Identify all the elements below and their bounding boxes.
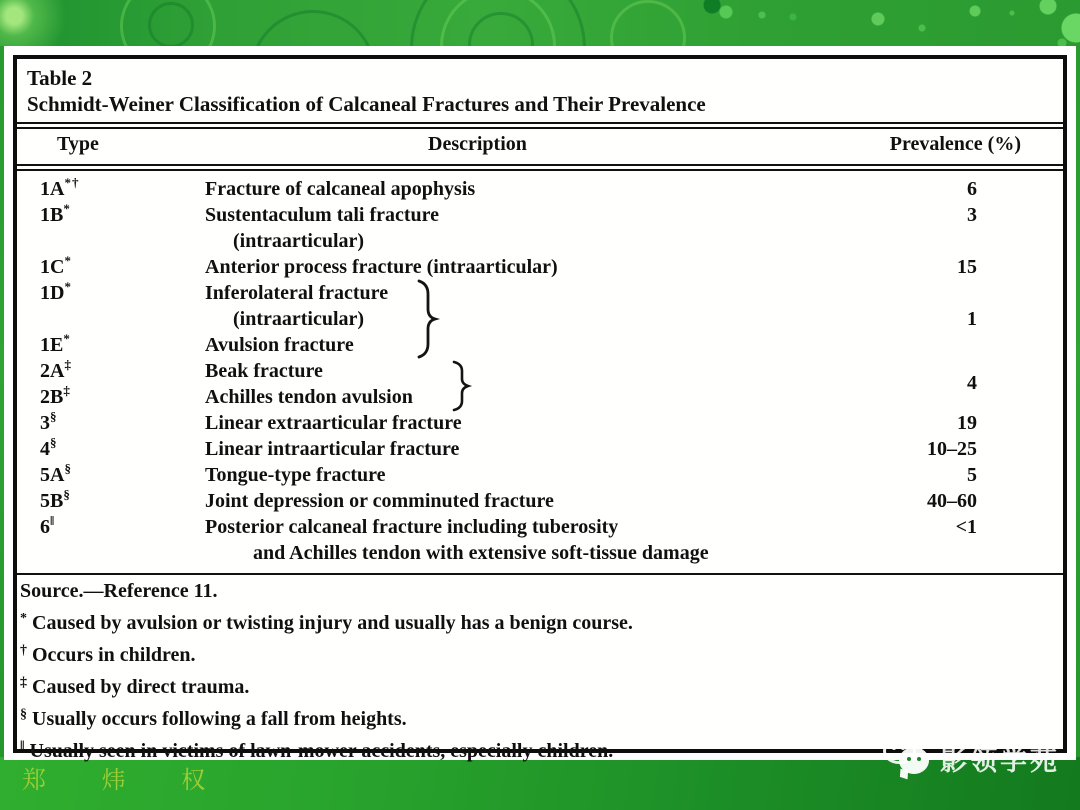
table-row-continuation — [17, 540, 1063, 566]
type-footnote-marks: § — [64, 461, 72, 476]
double-rule — [17, 164, 1063, 171]
prevalence-value: 3 — [967, 204, 977, 226]
type-code: 2A — [40, 360, 65, 382]
table-header-row — [17, 129, 1063, 159]
watermark — [882, 734, 1060, 782]
table-title: Schmidt-Weiner Classification of Calcaneal Fractures and Their Prevalence — [27, 92, 706, 116]
wechat-icon — [882, 734, 932, 782]
type-code: 5A — [40, 464, 65, 486]
footnote-text: Usually seen in victims of lawn-mower accidents, especially children. — [29, 740, 614, 762]
swirl-decoration — [610, 0, 686, 46]
description-text: Tongue-type fracture — [205, 464, 386, 486]
prevalence-value: 4 — [967, 372, 977, 394]
table-label: Table 2 — [27, 66, 93, 90]
table-row — [17, 514, 1063, 540]
footnote-mark: ‡ — [20, 675, 27, 690]
description-text: Linear intraarticular fracture — [205, 438, 460, 460]
footnote-mark: § — [20, 707, 27, 722]
footnote-text: Occurs in children. — [32, 644, 196, 666]
type-footnote-marks: ‖ — [50, 513, 56, 528]
footnote-text: Caused by avulsion or twisting injury and usually has a benign course. — [32, 612, 633, 634]
type-footnote-marks: ‡ — [64, 357, 72, 372]
table-row-continuation — [17, 228, 1063, 254]
table-row — [17, 202, 1063, 228]
table-row — [17, 332, 1063, 358]
table-panel — [4, 46, 1076, 760]
type-footnote-marks: * — [63, 331, 71, 346]
type-code: 1B — [40, 204, 64, 226]
description-text: (intraarticular) — [233, 230, 365, 252]
description-text: Posterior calcaneal fracture including tuberosity — [205, 516, 619, 538]
description-text: Sustentaculum tali fracture — [205, 204, 440, 226]
swirl-decoration — [148, 2, 194, 46]
prevalence-value: 5 — [967, 464, 977, 486]
type-code: 2B — [40, 386, 64, 408]
table-row — [17, 176, 1063, 202]
row-group-brace-1d-1e — [415, 279, 441, 359]
footnote — [20, 701, 1063, 733]
type-code: 1C — [40, 256, 65, 278]
type-code: 5B — [40, 490, 64, 512]
column-header-prevalence: Prevalence (%) — [889, 132, 1021, 155]
table-row — [17, 254, 1063, 280]
type-footnote-marks: § — [50, 435, 58, 450]
type-code: 6 — [40, 516, 50, 538]
table-body — [17, 176, 1063, 566]
footnote — [20, 637, 1063, 669]
description-text: Beak fracture — [205, 360, 323, 382]
footnote-mark: * — [20, 611, 27, 626]
type-footnote-marks: § — [50, 409, 58, 424]
footnote-text: Caused by direct trauma. — [32, 676, 250, 698]
type-code: 1E — [40, 334, 64, 356]
table-row — [17, 436, 1063, 462]
description-text: Inferolateral fracture — [205, 282, 389, 304]
description-text: Linear extraarticular fracture — [205, 412, 462, 434]
table-row — [17, 372, 1063, 410]
table-row — [17, 488, 1063, 514]
type-code: 3 — [40, 412, 50, 434]
description-text: Avulsion fracture — [205, 334, 354, 356]
watermark-text: 影领学苑 — [940, 745, 1060, 777]
prevalence-value: 1 — [967, 308, 977, 330]
top-decoration — [0, 0, 1080, 46]
prevalence-value: 15 — [957, 256, 977, 278]
swirl-decoration — [250, 10, 376, 46]
single-rule — [17, 573, 1063, 575]
prevalence-value: <1 — [955, 516, 977, 538]
description-text: Fracture of calcaneal apophysis — [205, 178, 476, 200]
author-signature: 郑 炜 权 — [22, 766, 230, 794]
description-text: (intraarticular) — [233, 308, 365, 330]
column-header-type: Type — [57, 132, 99, 155]
table-row — [17, 410, 1063, 436]
row-group-brace-2a-2b — [451, 360, 473, 412]
type-footnote-marks: § — [63, 487, 71, 502]
description-text: and Achilles tendon with extensive soft-tissue damage — [253, 542, 709, 564]
description-text: Achilles tendon avulsion — [205, 386, 413, 408]
type-code: 1D — [40, 282, 65, 304]
footnote — [20, 605, 1063, 637]
type-footnote-marks: *† — [64, 175, 80, 190]
column-header-description: Description — [428, 132, 527, 155]
footnote-mark: ‖ — [20, 739, 25, 754]
prevalence-value: 6 — [967, 178, 977, 200]
table-row — [17, 462, 1063, 488]
table-row — [17, 358, 1063, 384]
source-note: Source.—Reference 11. — [20, 580, 218, 602]
footnote-mark: † — [20, 643, 27, 658]
double-rule — [17, 122, 1063, 129]
prevalence-value: 40–60 — [927, 490, 977, 512]
type-footnote-marks: ‡ — [63, 383, 71, 398]
prevalence-value: 19 — [957, 412, 977, 434]
type-footnote-marks: * — [63, 201, 71, 216]
type-code: 4 — [40, 438, 50, 460]
footnote-text: Usually occurs following a fall from heights. — [32, 708, 407, 730]
table-row-continuation — [17, 306, 1063, 332]
footnote — [20, 669, 1063, 701]
description-text: Anterior process fracture (intraarticular) — [205, 256, 558, 278]
type-code: 1A — [40, 178, 65, 200]
table-row — [17, 280, 1063, 306]
type-footnote-marks: * — [64, 279, 72, 294]
prevalence-value: 10–25 — [927, 438, 977, 460]
type-footnote-marks: * — [64, 253, 72, 268]
description-text: Joint depression or comminuted fracture — [205, 490, 554, 512]
